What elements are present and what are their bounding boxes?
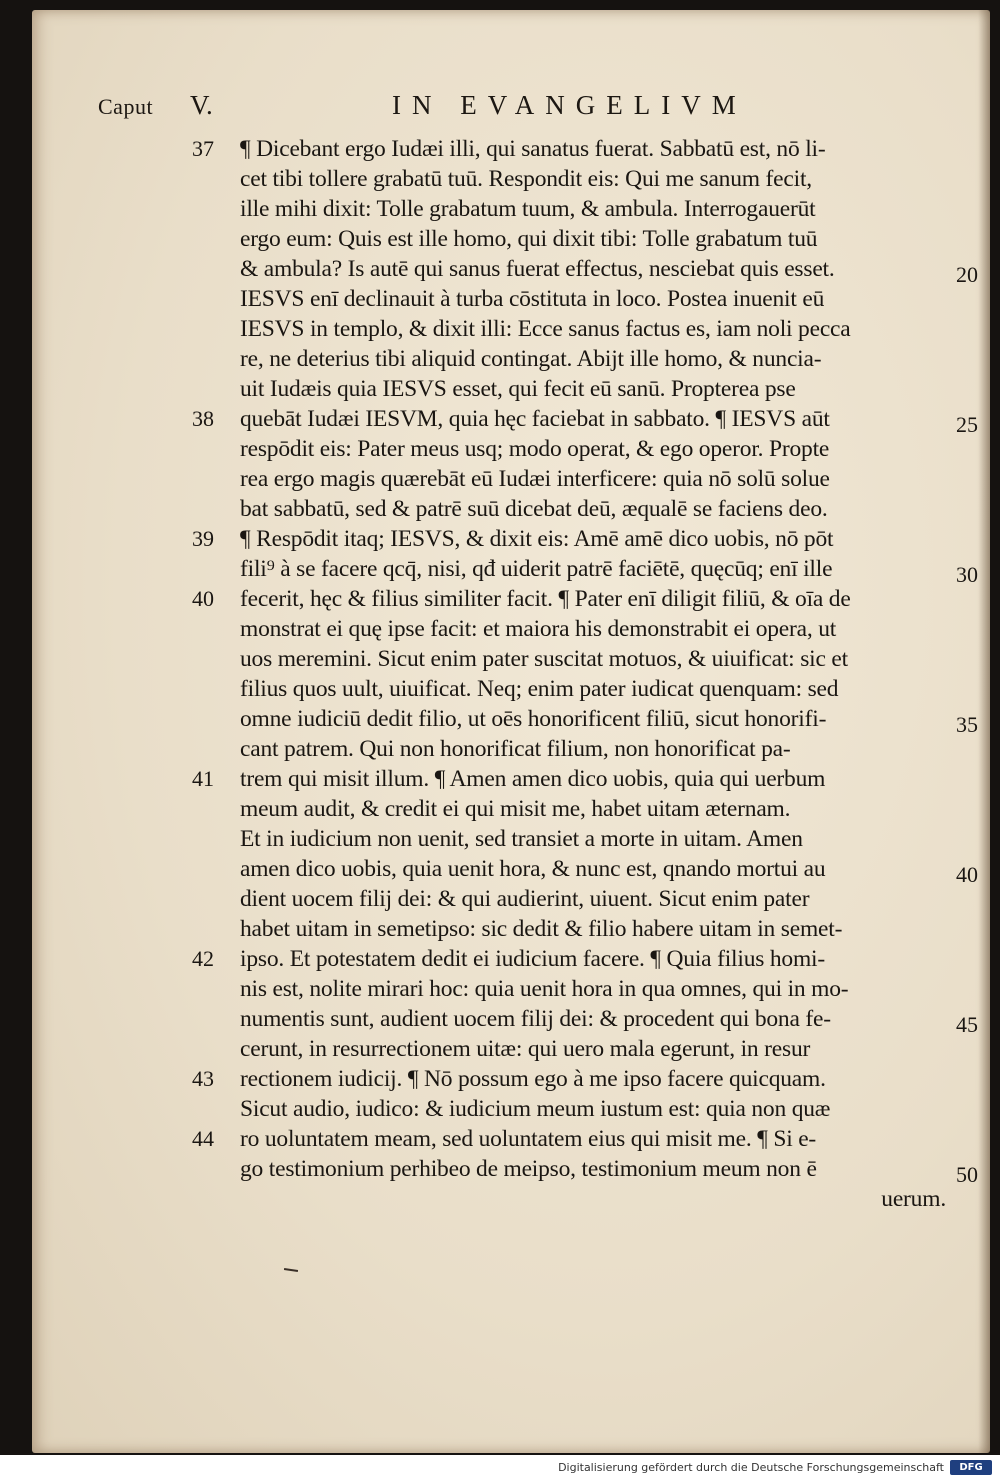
- text-line: meum audit, & credit ei qui misit me, habet uitam æternam.: [240, 796, 791, 822]
- text-line: Sicut audio, iudico: & iudicium meum iustum est: quia non quæ: [240, 1096, 831, 1122]
- chapter-number: V.: [190, 90, 213, 120]
- text-line: ergo eum: Quis est ille homo, qui dixit tibi: Tolle grabatum tuū: [240, 226, 818, 252]
- text-line: uos meremini. Sicut enim pater suscitat motuos, & uiuificat: sic et: [240, 646, 848, 672]
- verse-number: 41: [192, 766, 214, 791]
- text-line: ¶ Respōdit itaq; IESVS, & dixit eis: Amē amē dico uobis, nō pōt: [240, 526, 834, 552]
- line-number: 40: [956, 862, 978, 887]
- text-line: nis est, nolite mirari hoc: quia uenit hora in qua omnes, qui in mo-: [240, 976, 849, 1002]
- verse-number: 44: [192, 1126, 214, 1151]
- line-number: 50: [956, 1162, 978, 1187]
- text-line: IESVS enī declinauit à turba cōstituta in loco. Postea inuenit eū: [240, 286, 825, 312]
- text-line: numentis sunt, audient uocem filij dei: & procedent qui bona fe-: [240, 1006, 831, 1032]
- text-line: respōdit eis: Pater meus usq; modo operat, & ego operor. Propte: [240, 436, 830, 462]
- text-line: amen dico uobis, quia uenit hora, & nunc est, qnando mortui au: [240, 856, 826, 882]
- text-line: omne iudiciū dedit filio, ut oēs honorificent filiū, sicut honorifi-: [240, 706, 827, 732]
- text-line: monstrat ei quę ipse facit: et maiora his demonstrabit ei opera, ut: [240, 616, 837, 642]
- text-line: dient uocem filij dei: & qui audierint, uiuent. Sicut enim pater: [240, 886, 810, 912]
- verse-number: 38: [192, 406, 214, 431]
- verse-number: 39: [192, 526, 214, 551]
- line-number: 30: [956, 562, 978, 587]
- text-line: filius quos uult, uiuificat. Neq; enim pater iudicat quenquam: sed: [240, 676, 839, 702]
- book-page: [32, 10, 990, 1453]
- text-line: ¶ Dicebant ergo Iudæi illi, qui sanatus fuerat. Sabbatū est, nō li-: [240, 136, 826, 162]
- text-line: fecerit, hęc & filius similiter facit. ¶ Pater enī diligit filiū, & oīa de: [240, 586, 851, 612]
- text-line: rectionem iudicij. ¶ Nō possum ego à me ipso facere quicquam.: [240, 1066, 826, 1092]
- text-line: & ambula? Is autē qui sanus fuerat effectus, nesciebat quis esset.: [240, 256, 835, 282]
- text-line: ro uoluntatem meam, sed uoluntatem eius qui misit me. ¶ Si e-: [240, 1126, 817, 1152]
- verse-number: 37: [192, 136, 214, 161]
- text-line: bat sabbatū, sed & patrē suū dicebat deū, æqualē se faciens deo.: [240, 496, 828, 522]
- text-line: uit Iudæis quia IESVS esset, qui fecit eū sanū. Propterea pse: [240, 376, 796, 402]
- line-number: 35: [956, 712, 978, 737]
- text-line: uerum.: [881, 1186, 946, 1212]
- line-number: 25: [956, 412, 978, 437]
- text-line: cerunt, in resurrectionem uitæ: qui uero mala egerunt, in resur: [240, 1036, 811, 1062]
- running-header: [32, 88, 990, 128]
- text-line: rea ergo magis quærebāt eū Iudæi interficere: quia nō solū solue: [240, 466, 830, 492]
- text-line: fili⁹ à se facere qcq̄, nisi, qđ uiderit patrē faciētē, quęcūq; enī ille: [240, 556, 833, 582]
- text-line: ille mihi dixit: Tolle grabatum tuum, & ambula. Interrogauerūt: [240, 196, 816, 222]
- ink-mark: [284, 1268, 298, 1272]
- running-title: IN EVANGELIVM: [392, 90, 747, 120]
- line-number: 20: [956, 262, 978, 287]
- text-line: cant patrem. Qui non honorificat filium, non honorificat pa-: [240, 736, 791, 762]
- text-line: Et in iudicium non uenit, sed transiet a morte in uitam. Amen: [240, 826, 803, 852]
- dfg-logo-icon: DFG: [950, 1460, 992, 1475]
- text-line: go testimonium perhibeo de meipso, testimonium meum non ē: [240, 1156, 817, 1182]
- text-line: re, ne deterius tibi aliquid contingat. Abijt ille homo, & nuncia-: [240, 346, 822, 372]
- footer-credit: Digitalisierung gefördert durch die Deutsche Forschungsgemeinschaft: [558, 1461, 944, 1474]
- verse-number: 40: [192, 586, 214, 611]
- verse-number: 43: [192, 1066, 214, 1091]
- line-number: 45: [956, 1012, 978, 1037]
- caput-label: Caput: [98, 94, 154, 119]
- text-line: trem qui misit illum. ¶ Amen amen dico uobis, quia qui uerbum: [240, 766, 826, 792]
- text-line: ipso. Et potestatem dedit ei iudicium facere. ¶ Quia filius homi-: [240, 946, 825, 972]
- text-line: quebāt Iudæi IESVM, quia hęc faciebat in sabbato. ¶ IESVS aūt: [240, 406, 830, 432]
- digitization-footer: [0, 1455, 1000, 1482]
- text-line: habet uitam in semetipso: sic dedit & filio habere uitam in semet-: [240, 916, 843, 942]
- text-line: cet tibi tollere grabatū tuū. Respondit eis: Qui me sanum fecit,: [240, 166, 812, 192]
- text-line: IESVS in templo, & dixit illi: Ecce sanus factus es, iam noli pecca: [240, 316, 851, 342]
- verse-number: 42: [192, 946, 214, 971]
